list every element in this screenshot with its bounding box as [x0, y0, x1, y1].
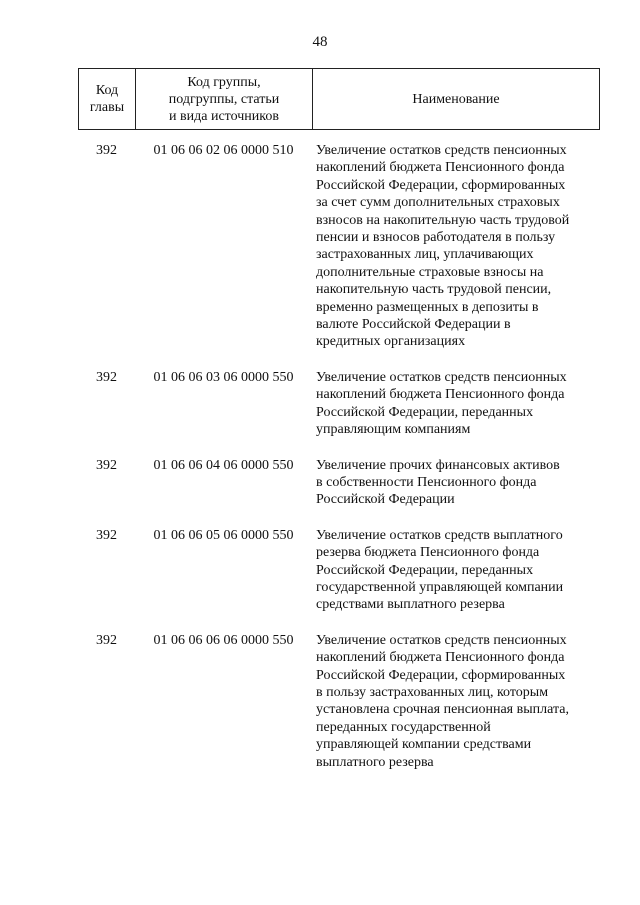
- header-group-code: [136, 69, 313, 129]
- item-name: Увеличение остатков средств пенсионных накоплений бюджета Пенсионного фонда Российской Федерации, сформированных в пользу застрахованных лиц, которым установлена срочная пенсионная выплата, переданных государственной управляющей компании средствами выплатного резерва: [316, 632, 569, 770]
- table-body: [78, 142, 600, 789]
- source-code: 01 06 06 06 06 0000 550: [153, 632, 294, 648]
- table-row: [78, 457, 600, 509]
- header-name-label: Наименование: [412, 91, 500, 107]
- table-header: [78, 68, 600, 130]
- item-name: Увеличение остатков средств пенсионных накоплений бюджета Пенсионного фонда Российской Федерации, сформированных за счет сумм дополнительных страховых взносов на накопительную часть трудовой пенсии и взносов работодателя в пользу застрахованных лиц, уплачивающих дополнительные страховые взносы на накопительную часть трудовой пенсии, временно размещенных в депозиты в валюте Российской Федерации в кредитных организациях: [316, 143, 570, 350]
- header-group-code-label: Код группы, подгруппы, статьи и вида источников: [168, 74, 280, 124]
- item-name: Увеличение остатков средств выплатного резерва бюджета Пенсионного фонда Российской Федерации, переданных государственной управляющей компании средствами выплатного резерва: [316, 527, 564, 613]
- table-row: [78, 632, 600, 771]
- header-chapter-code-label: Код главы: [89, 83, 125, 115]
- header-name: [313, 69, 599, 129]
- page-number: 48: [312, 34, 328, 50]
- table-row: [78, 527, 600, 614]
- chapter-code: 392: [96, 632, 117, 648]
- table-row: [78, 142, 600, 351]
- chapter-code: 392: [96, 457, 117, 473]
- table-row: [78, 369, 600, 439]
- source-code: 01 06 06 03 06 0000 550: [153, 369, 294, 385]
- source-code: 01 06 06 05 06 0000 550: [153, 527, 294, 543]
- source-code: 01 06 06 04 06 0000 550: [153, 457, 294, 473]
- item-name: Увеличение остатков средств пенсионных накоплений бюджета Пенсионного фонда Российской Федерации, переданных управляющим компаниям: [316, 369, 567, 438]
- item-name: Увеличение прочих финансовых активов в собственности Пенсионного фонда Российской Федерации: [316, 457, 560, 508]
- source-code: 01 06 06 02 06 0000 510: [153, 143, 294, 158]
- chapter-code: 392: [96, 369, 117, 385]
- header-chapter-code: [79, 69, 136, 129]
- chapter-code: 392: [96, 143, 117, 158]
- chapter-code: 392: [96, 527, 117, 543]
